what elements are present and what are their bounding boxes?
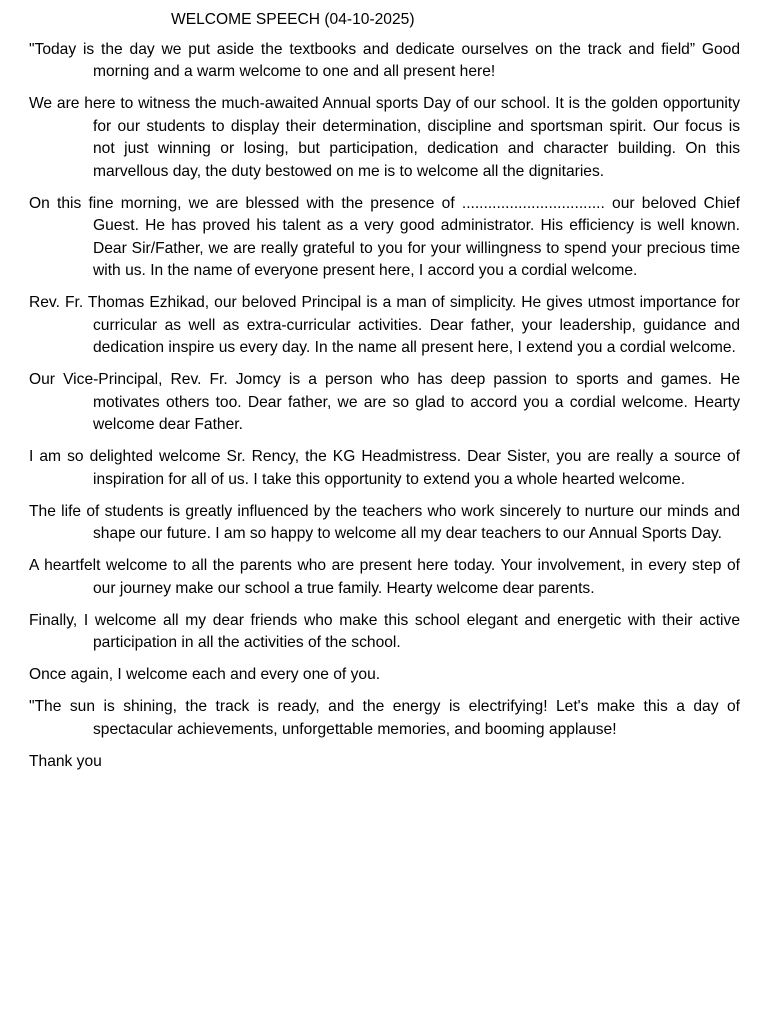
paragraph-closing-quote: "The sun is shining, the track is ready, and the energy is electrifying! Let's make this a day of spectacular achievements, unforgettable memories, and booming applause!: [29, 698, 740, 738]
paragraph-opening-quote: "Today is the day we put aside the textbooks and dedicate ourselves on the track and field” Good morning and a warm welcome to one and all present here!: [29, 40, 740, 80]
paragraph-kg-headmistress: I am so delighted welcome Sr. Rency, the KG Headmistress. Dear Sister, you are really a source of inspiration for all of us. I take this opportunity to extend you a whole hearted welcome.: [29, 448, 740, 488]
paragraph-vice-principal: Our Vice-Principal, Rev. Fr. Jomcy is a person who has deep passion to sports and games. He motivates others too. Dear father, we are so glad to accord you a cordial welcome. Hearty welcome dear Father.: [29, 371, 740, 433]
paragraph-thank-you: Thank you: [29, 752, 102, 770]
paragraph-parents: A heartfelt welcome to all the parents who are present here today. Your involvement, in every step of our journey make our school a true family. Hearty welcome dear parents.: [29, 557, 740, 597]
paragraph-chief-guest: On this fine morning, we are blessed with the presence of ................................. our beloved Chief Guest. He has proved his talent as a very good administrator. His efficiency is well known. Dear Sir/Father, we are really grateful to you for your willingness to spend your precious time with us. In the name of everyone present here, I accord you a cordial welcome.: [29, 194, 740, 279]
document-title: WELCOME SPEECH (04-10-2025): [171, 11, 415, 28]
paragraph-principal: Rev. Fr. Thomas Ezhikad, our beloved Principal is a man of simplicity. He gives utmost importance for curricular as well as extra-curricular activities. Dear father, your leadership, guidance and dedication inspire us every day. In the name all present here, I extend you a cordial welcome.: [29, 294, 740, 356]
paragraph-teachers: The life of students is greatly influenced by the teachers who work sincerely to nurture our minds and shape our future. I am so happy to welcome all my dear teachers to our Annual Sports Day.: [29, 502, 740, 542]
paragraph-friends: Finally, I welcome all my dear friends who make this school elegant and energetic with their active participation in all the activities of the school.: [29, 611, 740, 651]
paragraph-welcome-all: Once again, I welcome each and every one of you.: [29, 666, 381, 683]
paragraph-sports-day-intro: We are here to witness the much-awaited Annual sports Day of our school. It is the golden opportunity for our students to display their determination, discipline and sportsman spirit. Our focus is not just winning or losing, but participation, dedication and character building. On this marvellous day, the duty bestowed on me is to welcome all the dignitaries.: [29, 95, 740, 180]
